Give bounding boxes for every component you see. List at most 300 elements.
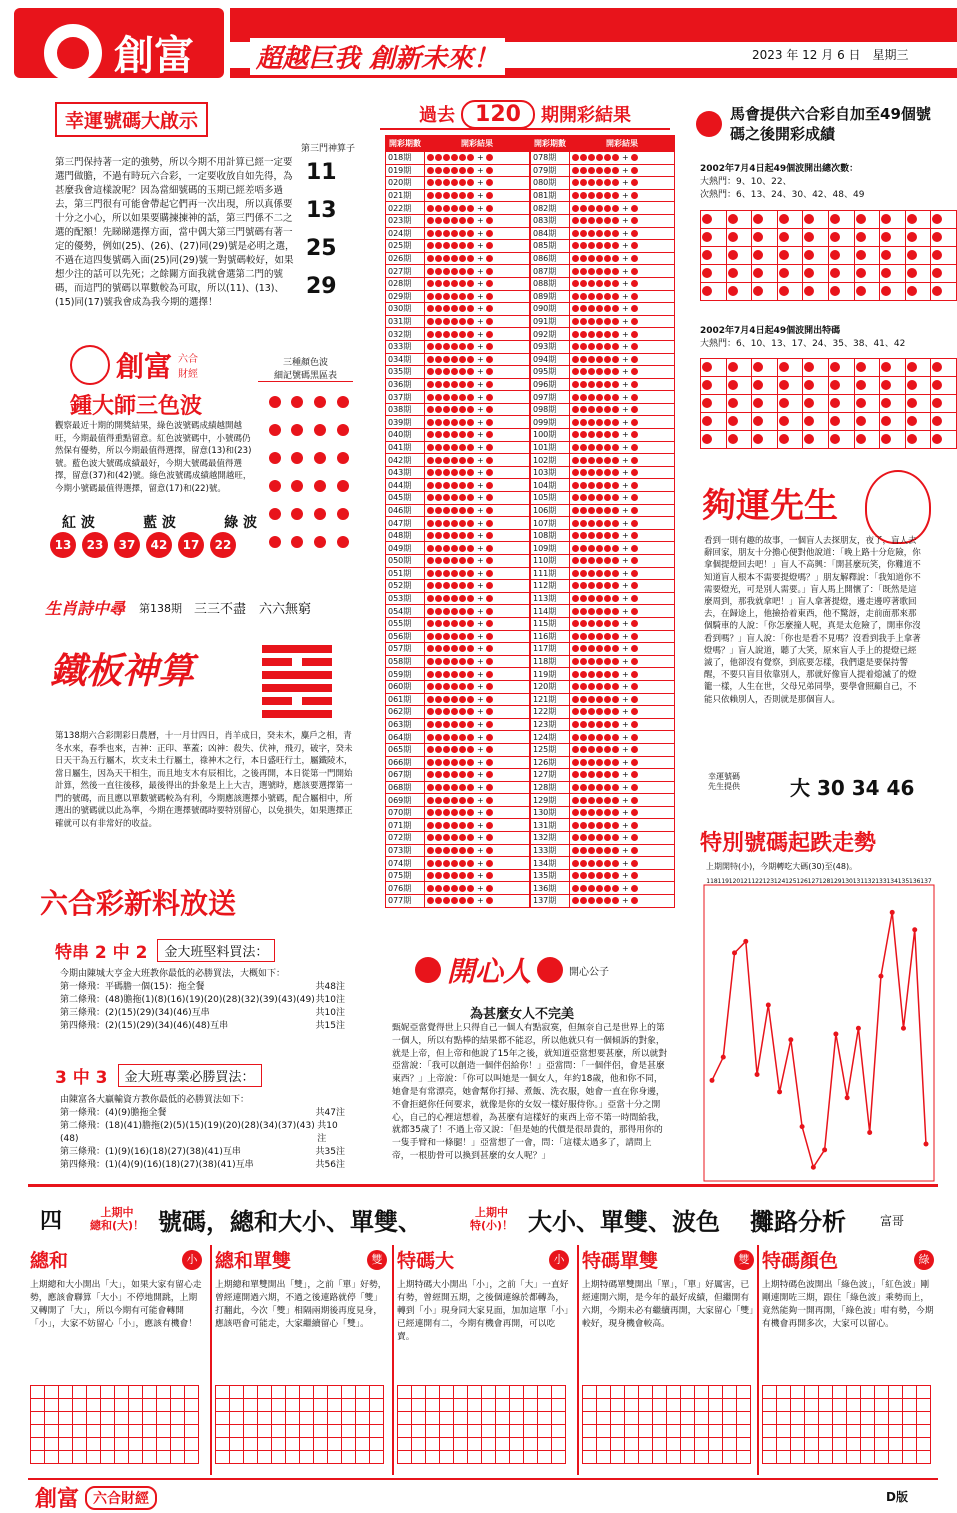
trend-grid-cell (342, 1412, 356, 1425)
trend-grid-cell (681, 1438, 695, 1451)
number-ball (932, 214, 942, 224)
draw-id: 111期 (531, 567, 570, 580)
ball-dot (588, 368, 595, 375)
trend-grid-cell (272, 1451, 286, 1464)
number-ball (728, 434, 738, 444)
ball-dot (443, 759, 450, 766)
number-ball (804, 380, 814, 390)
ball-dot (451, 557, 458, 564)
trend-grid-cell (244, 1425, 258, 1438)
draw-result (425, 869, 530, 882)
ball-dot (612, 205, 619, 212)
ball-dot (604, 217, 611, 224)
ball-dot (631, 268, 638, 275)
trend-grid-cell (861, 1425, 875, 1438)
ball-dot (451, 545, 458, 552)
trend-grid-cell (903, 1438, 917, 1451)
ball-dot (612, 658, 619, 665)
ball-dot (467, 381, 474, 388)
trend-grid-cell (31, 1425, 45, 1438)
ball-dot (588, 520, 595, 527)
ball-dot (604, 494, 611, 501)
trend-grid-cell (805, 1438, 819, 1451)
trend-grid-cell (552, 1451, 566, 1464)
ball-dot (486, 457, 493, 464)
plus-sign: + (622, 808, 629, 818)
draw-id: 082期 (531, 202, 570, 215)
ball-dot (427, 633, 434, 640)
ball-dot (435, 532, 442, 539)
ball-dot (612, 608, 619, 615)
grid-cell (752, 395, 778, 413)
trend-grid-cell (59, 1451, 73, 1464)
number-ball (856, 416, 866, 426)
trend-grid-cell (524, 1451, 538, 1464)
draw-result (425, 492, 530, 505)
draw-id: 098期 (531, 403, 570, 416)
trend-grid-cell (482, 1451, 496, 1464)
ball-dot (612, 557, 619, 564)
ball-dot (486, 242, 493, 249)
ball-dot (604, 280, 611, 287)
plus-sign: + (477, 543, 484, 553)
ball-dot (467, 734, 474, 741)
number-ball (907, 416, 917, 426)
ball-dot (612, 494, 619, 501)
ball-dot (631, 822, 638, 829)
ball-dot (486, 419, 493, 426)
plus-sign: + (477, 657, 484, 667)
sanse-title: 鍾大師三色波 (70, 394, 203, 419)
ball-dot (572, 545, 579, 552)
draw-id: 059期 (386, 668, 425, 681)
ball-dot (451, 280, 458, 287)
trend-grid-cell (681, 1412, 695, 1425)
ball-dot (443, 658, 450, 665)
plus-sign: + (622, 845, 629, 855)
ball: 22 (210, 532, 236, 558)
number-ball (753, 214, 763, 224)
plus-sign: + (477, 808, 484, 818)
trend-grid-cell (426, 1412, 440, 1425)
trend-grid-cell (101, 1425, 115, 1438)
ball-dot (612, 469, 619, 476)
ball-dot (596, 683, 603, 690)
ball-dot (427, 167, 434, 174)
plus-sign: + (622, 619, 629, 629)
ball-dot (572, 293, 579, 300)
trend-grid-cell (889, 1451, 903, 1464)
ball-dot (580, 507, 587, 514)
trend-grid-cell (538, 1399, 552, 1412)
ball-dot (612, 784, 619, 791)
draw-row (531, 529, 675, 542)
ball-dot (467, 797, 474, 804)
draw-row (386, 819, 530, 832)
plus-sign: + (477, 883, 484, 893)
trend-grid-cell (552, 1412, 566, 1425)
draw-row (386, 869, 530, 882)
trend-chart (700, 875, 938, 1185)
trend-grid-cell (583, 1438, 597, 1451)
ball-dot (486, 784, 493, 791)
draw-result (425, 769, 530, 782)
number-ball (779, 214, 789, 224)
col-header: 開彩結果 (425, 136, 530, 152)
trend-grid-cell (59, 1399, 73, 1412)
draw-row (386, 693, 530, 706)
ball-dot (596, 192, 603, 199)
ball-dot (435, 179, 442, 186)
divider (392, 1245, 394, 1475)
ball-dot (427, 419, 434, 426)
ball-dot (588, 242, 595, 249)
draw-id: 035期 (386, 366, 425, 379)
ball-dot (631, 520, 638, 527)
draw-id: 066期 (386, 756, 425, 769)
trend-grid-cell (653, 1451, 667, 1464)
trend-grid-cell (482, 1425, 496, 1438)
shengxiao-issue: 第138期 (139, 601, 183, 615)
grid-row (701, 377, 957, 395)
draw-id: 120期 (531, 680, 570, 693)
ball-dot (486, 520, 493, 527)
draw-id: 040期 (386, 429, 425, 442)
grid-cell (905, 395, 931, 413)
plus-sign: + (622, 329, 629, 339)
plus-sign: + (622, 228, 629, 238)
plus-sign: + (477, 417, 484, 427)
draw-row (531, 630, 675, 643)
draw-row (386, 416, 530, 429)
plus-sign: + (477, 644, 484, 654)
draw-row (386, 517, 530, 530)
ball-dot (612, 356, 619, 363)
draw-row (531, 378, 675, 391)
ball-dot (435, 797, 442, 804)
trend-grid-cell (889, 1412, 903, 1425)
number-ball (779, 416, 789, 426)
draw-row (386, 832, 530, 845)
trend-grid-cell (819, 1386, 833, 1399)
plus-sign: + (622, 543, 629, 553)
draw-row (386, 429, 530, 442)
grid-row (701, 283, 957, 301)
draw-result (425, 315, 530, 328)
draw-result (425, 378, 530, 391)
x-tick-label: 134 (886, 878, 898, 885)
trend-grid-cell (681, 1425, 695, 1438)
trend-grid-cell (73, 1451, 87, 1464)
draw-result (570, 555, 675, 568)
ball-dot (631, 242, 638, 249)
number-ball (753, 362, 763, 372)
ball-dot (596, 520, 603, 527)
draw-result (425, 252, 530, 265)
ball-dot (451, 834, 458, 841)
trend-grid-cell (681, 1451, 695, 1464)
trend-grid-cell (185, 1399, 199, 1412)
trend-grid-cell (611, 1451, 625, 1464)
trend-grid-cell (583, 1451, 597, 1464)
ball-dot (631, 205, 638, 212)
ball-dot (435, 154, 442, 161)
plus-sign: + (622, 657, 629, 667)
trend-grid-cell (723, 1425, 737, 1438)
ball-dot (612, 230, 619, 237)
x-tick-label: 133 (875, 878, 887, 885)
trend-grid-cell (426, 1399, 440, 1412)
ball-dot (612, 242, 619, 249)
draw-row (386, 315, 530, 328)
draw-result (570, 177, 675, 190)
ball-dot (459, 683, 466, 690)
ball-dot (486, 847, 493, 854)
ball-dot (427, 897, 434, 904)
grid-cell (726, 283, 752, 301)
ball-dot (486, 822, 493, 829)
ball-dot (467, 595, 474, 602)
draw-result (570, 781, 675, 794)
ball-dot (572, 406, 579, 413)
ball-dot (486, 368, 493, 375)
ball-dot (631, 406, 638, 413)
plus-sign: + (622, 631, 629, 641)
ball-dot (459, 268, 466, 275)
draw-id: 076期 (386, 882, 425, 895)
ball-dot (427, 469, 434, 476)
trend-grid-cell (328, 1425, 342, 1438)
plus-sign: + (622, 480, 629, 490)
plus-sign: + (622, 178, 629, 188)
ball-dot (443, 683, 450, 690)
ball-dot (612, 192, 619, 199)
ball-dot (443, 872, 450, 879)
ball-dot (443, 192, 450, 199)
draw-row (386, 680, 530, 693)
ball-dot (427, 192, 434, 199)
trend-grid-cell (791, 1412, 805, 1425)
bottom-title-left: 四 (40, 1208, 63, 1234)
number-ball (779, 250, 789, 260)
ball-dot (486, 293, 493, 300)
ball-dot (486, 759, 493, 766)
horse-hot: 大熱門：9、10、22、 (700, 177, 792, 187)
trend-grid-cell (454, 1438, 468, 1451)
ball-dot (486, 897, 493, 904)
plus-sign: + (622, 455, 629, 465)
ball-dot (604, 545, 611, 552)
past120-header (380, 100, 670, 130)
ball-dot (459, 230, 466, 237)
trend-grid-cell (723, 1451, 737, 1464)
grid-cell (777, 283, 803, 301)
ball-dot (486, 557, 493, 564)
ball-dot (588, 671, 595, 678)
x-tick-label: 137 (920, 878, 932, 885)
ball-dot (631, 381, 638, 388)
ball-dot (596, 771, 603, 778)
draw-row (531, 693, 675, 706)
number-ball (728, 232, 738, 242)
grid-cell (701, 359, 727, 377)
trend-grid-row (398, 1425, 566, 1438)
plus-sign: + (477, 241, 484, 251)
trend-grid-cell (833, 1412, 847, 1425)
ball-dot (427, 406, 434, 413)
draw-row (531, 328, 675, 341)
number-ball (753, 268, 763, 278)
horse-grid-1 (700, 210, 957, 301)
trend-grid-cell (496, 1451, 510, 1464)
grid-cell (905, 211, 931, 229)
draw-id: 110期 (531, 555, 570, 568)
ball-dot (572, 154, 579, 161)
t1-tag: 金大班堅料買法： (157, 939, 275, 962)
t1-row (60, 994, 345, 1007)
ball-dot (467, 482, 474, 489)
trend-grid-cell (482, 1438, 496, 1451)
draw-row (386, 214, 530, 227)
number-ball (856, 268, 866, 278)
ball-dot (580, 230, 587, 237)
ball-dot (486, 431, 493, 438)
draw-id: 097期 (531, 391, 570, 404)
number-ball (702, 232, 712, 242)
trend-grid-cell (847, 1438, 861, 1451)
ball-dot (486, 683, 493, 690)
ball-dot (486, 885, 493, 892)
trend-grid-cell (611, 1386, 625, 1399)
ball-dot (580, 419, 587, 426)
ball-dot (435, 331, 442, 338)
ball-dot (572, 582, 579, 589)
trend-grid-row (583, 1438, 751, 1451)
ball-dot (486, 469, 493, 476)
happy-text: 甄妮亞當覺得世上只得自己一個人有點寂寞，但無奈自己是世界上的第一個人，所以有點棒的結果都不能忍，所以他就只有一個傾訴的對象，就是上帝，但上帝和他說了15年之後，就知道亞當想要甚麼，所以就對亞當說：「我可以創造一個伴侶給你！」亞當問：「一個伴侶，會是甚麼東西？」上帝說：「你可以叫她是一個女人，年約18歲，他和你不同，她會是有常漂亮，她會幫你打掃、煮飯、洗衣服，她會一直在你身邊，不會拒絕你任何要求，就像是你的女奴一樣好服侍你。」亞當十分之開心，自己的心裡這想着，為甚麼有這樣好的東西上帝不第一時間給我，就都35歲了！不過上帝又說：「但是她的代價是很昂貴的，那得用你的一隻手臂和一條腿！」亞當想了一會，問：「這樣太過多了，請問上帝，一根肋骨可以換到甚麼的女人呢？」 (392, 1023, 668, 1161)
trend-grid-row (763, 1438, 931, 1451)
trend-grid-cell (667, 1412, 681, 1425)
ball-dot (427, 771, 434, 778)
number-ball (881, 362, 891, 372)
ball-dot (596, 356, 603, 363)
draw-row (386, 265, 530, 278)
trend-grid-cell (216, 1451, 230, 1464)
ball-dot (451, 746, 458, 753)
trend-grid-cell (230, 1451, 244, 1464)
trend-grid-cell (101, 1399, 115, 1412)
ball-dot (435, 847, 442, 854)
ball-dot (596, 633, 603, 640)
trend-grid-cell (272, 1425, 286, 1438)
trend-grid-cell (791, 1386, 805, 1399)
draw-row (386, 605, 530, 618)
draw-row (386, 655, 530, 668)
trend-grid-cell (370, 1451, 384, 1464)
draw-id: 028期 (386, 277, 425, 290)
ball-dot (435, 230, 442, 237)
number-ball (702, 214, 712, 224)
ball-dot (572, 444, 579, 451)
draw-result (425, 340, 530, 353)
ball-dot (612, 293, 619, 300)
draw-id: 134期 (531, 857, 570, 870)
draw-result (425, 177, 530, 190)
number-ball (856, 214, 866, 224)
plus-sign: + (622, 556, 629, 566)
ball-dot (427, 331, 434, 338)
ball-dot (588, 645, 595, 652)
ball-dot (467, 192, 474, 199)
trend-grid-cell (695, 1399, 709, 1412)
grid-cell (931, 265, 957, 283)
draw-id: 129期 (531, 794, 570, 807)
ball-dot (486, 318, 493, 325)
ball-dot (596, 897, 603, 904)
x-tick-label: 131 (852, 878, 865, 885)
trend-grid-cell (538, 1425, 552, 1438)
trend-grid-cell (73, 1386, 87, 1399)
plus-sign: + (477, 329, 484, 339)
ball-dot (459, 520, 466, 527)
draw-row (531, 492, 675, 505)
draw-result (570, 429, 675, 442)
trend-grid-row (398, 1438, 566, 1451)
ball-dot (451, 595, 458, 602)
trend-grid-cell (524, 1438, 538, 1451)
draw-id: 102期 (531, 454, 570, 467)
ball-dot (612, 860, 619, 867)
trend-grid-cell (538, 1451, 552, 1464)
draw-row (531, 504, 675, 517)
draw-result (425, 718, 530, 731)
draw-id: 122期 (531, 706, 570, 719)
draw-row (531, 164, 675, 177)
ball-dot (612, 305, 619, 312)
ball-dot (451, 658, 458, 665)
plus-sign: + (477, 304, 484, 314)
draw-result (425, 353, 530, 366)
draw-row (531, 605, 675, 618)
draw-row (386, 882, 530, 895)
draw-result (570, 265, 675, 278)
draw-row (531, 315, 675, 328)
grid-cell (803, 283, 829, 301)
draw-row (386, 277, 530, 290)
draw-result (570, 416, 675, 429)
lucky-number: 13 (306, 198, 337, 223)
ball-dot (443, 394, 450, 401)
trend-grid-cell (763, 1386, 777, 1399)
number-ball (907, 362, 917, 372)
ball-dot (604, 721, 611, 728)
number-ball (881, 434, 891, 444)
ball-dot (588, 167, 595, 174)
ball-dot (451, 406, 458, 413)
trend-grid-cell (861, 1438, 875, 1451)
trend-grid-cell (45, 1438, 59, 1451)
plus-sign: + (622, 871, 629, 881)
draw-result (570, 277, 675, 290)
draw-id: 067期 (386, 769, 425, 782)
trend-grid-cell (101, 1451, 115, 1464)
draw-id: 118期 (531, 655, 570, 668)
draw-id: 025期 (386, 240, 425, 253)
shengxiao-title: 生肖詩中尋 (45, 599, 126, 618)
trend-grid-cell (286, 1386, 300, 1399)
draw-row (531, 781, 675, 794)
ball-dot (451, 532, 458, 539)
